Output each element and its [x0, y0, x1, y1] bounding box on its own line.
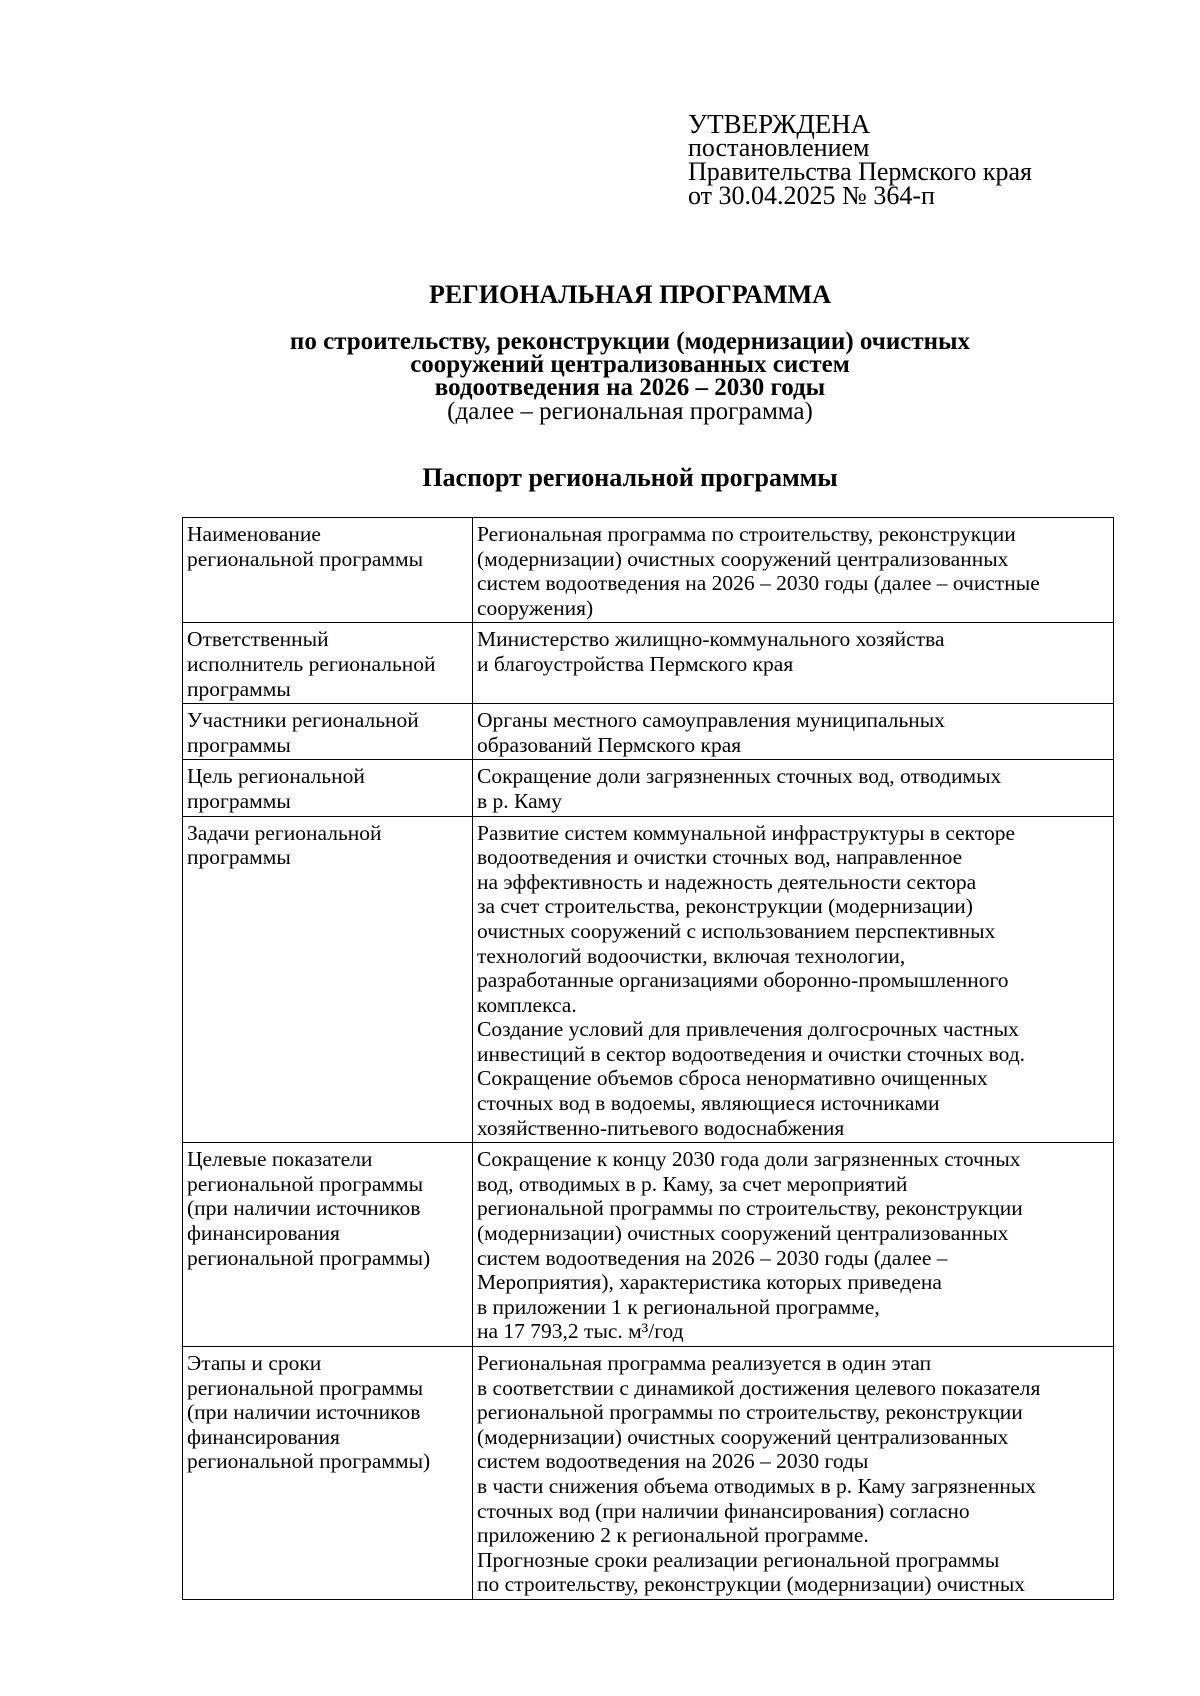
approval-heading: УТВЕРЖДЕНА: [688, 109, 871, 139]
approval-line-date-number: от 30.04.2025 № 364-п: [688, 181, 935, 210]
passport-row-label: [183, 816, 473, 1143]
label-line: Этапы и сроки: [187, 1351, 322, 1375]
value-line: в соответствии с динамикой достижения целевого показателя: [477, 1375, 1041, 1400]
value-line: Региональная программа реализуется в один этап: [477, 1351, 932, 1375]
title-note: (далее – региональная программа): [447, 398, 813, 425]
value-line: (модернизации) очистных сооружений централизованных: [477, 1221, 1009, 1246]
passport-row: [183, 816, 1114, 1143]
value-line: приложению 2 к региональной программе.: [477, 1523, 869, 1548]
passport-table-body: [183, 518, 1114, 1600]
label-line: региональной программы: [187, 546, 424, 571]
value-line: (модернизации) очистных сооружений централизованных: [477, 546, 1009, 571]
value-line: на 17 793,2 тыс. м³/год: [477, 1319, 684, 1344]
value-line: в части снижения объема отводимых в р. Каму загрязненных: [477, 1473, 1037, 1498]
document-title: РЕГИОНАЛЬНАЯ ПРОГРАММА: [429, 280, 831, 309]
label-line: Целевые показатели: [187, 1147, 373, 1172]
value-line: вод, отводимых в р. Каму, за счет мероприятий: [477, 1171, 908, 1196]
label-line: исполнитель региональной: [187, 651, 436, 676]
value-line: региональной программы по строительству, реконструкции: [477, 1400, 1023, 1425]
value-line: сточных вод в водоемы, являющиеся источниками: [477, 1091, 940, 1116]
value-line: Прогнозные сроки реализации региональной программы: [477, 1547, 1000, 1572]
value-line: сооружения): [477, 595, 594, 620]
value-line: в р. Каму: [477, 788, 562, 813]
value-line: систем водоотведения на 2026 – 2030 годы: [477, 1449, 869, 1474]
passport-row-value: [473, 518, 1114, 623]
passport-row-label: [183, 1143, 473, 1347]
label-line: региональной программы): [187, 1245, 431, 1270]
document-subtitle: [0, 330, 1200, 399]
label-line: программы: [187, 732, 291, 757]
value-line: и благоустройства Пермского края: [477, 651, 794, 676]
value-line: по строительству, реконструкции (модернизации) очистных: [477, 1572, 1026, 1597]
label-line: (при наличии источников: [187, 1196, 421, 1221]
passport-row-label: [183, 518, 473, 623]
value-line: за счет строительства, реконструкции (модернизации): [477, 894, 973, 919]
label-line: финансирования: [187, 1424, 340, 1449]
passport-row-value: [473, 623, 1114, 704]
value-line: региональной программы по строительству, реконструкции: [477, 1196, 1023, 1221]
label-line: региональной программы: [187, 1171, 424, 1196]
value-line: очистных сооружений с использованием перспективных: [477, 918, 996, 943]
passport-row: [183, 704, 1114, 760]
passport-row-value: [473, 1143, 1114, 1347]
passport-table: [182, 517, 1114, 1600]
label-line: Цель региональной: [187, 764, 365, 789]
label-line: программы: [187, 788, 291, 813]
value-line: разработанные организациями оборонно-промышленного: [477, 968, 1009, 993]
value-line: Мероприятия), характеристика которых приведена: [477, 1270, 942, 1295]
value-line: Сокращение доли загрязненных сточных вод, отводимых: [477, 764, 1002, 789]
label-line: Наименование: [187, 522, 321, 546]
value-line: хозяйственно-питьевого водоснабжения: [477, 1115, 845, 1140]
passport-row-value: [473, 816, 1114, 1143]
passport-row-label: [183, 704, 473, 760]
passport-row: [183, 1143, 1114, 1347]
value-line: Создание условий для привлечения долгосрочных частных: [477, 1017, 1019, 1042]
value-line: Развитие систем коммунальной инфраструктуры в секторе: [477, 820, 1015, 845]
value-line: Региональная программа по строительству, реконструкции: [477, 522, 1016, 546]
passport-heading: Паспорт региональной программы: [422, 463, 838, 492]
subtitle-line: водоотведения на 2026 – 2030 годы: [434, 374, 826, 401]
passport-row: [183, 1347, 1114, 1600]
label-line: (при наличии источников: [187, 1400, 421, 1425]
value-line: Сокращение к концу 2030 года доли загрязненных сточных: [477, 1147, 1021, 1172]
passport-row-label: [183, 760, 473, 816]
label-line: Участники региональной: [187, 708, 419, 733]
passport-row: [183, 760, 1114, 816]
document-title-block: [0, 280, 1200, 493]
subtitle-line: по строительству, реконструкции (модернизации) очистных: [289, 328, 971, 355]
passport-row-label: [183, 623, 473, 704]
label-line: Задачи региональной: [187, 820, 382, 845]
subtitle-line: сооружений централизованных систем: [410, 351, 850, 378]
value-line: инвестиций в сектор водоотведения и очистки сточных вод.: [477, 1041, 1026, 1066]
value-line: Министерство жилищно-коммунального хозяйства: [477, 627, 945, 652]
value-line: Органы местного самоуправления муниципальных: [477, 708, 945, 733]
label-line: региональной программы): [187, 1449, 431, 1474]
passport-row-value: [473, 760, 1114, 816]
value-line: образований Пермского края: [477, 732, 742, 757]
approval-line-government: Правительства Пермского края: [688, 157, 1032, 186]
label-line: программы: [187, 845, 291, 870]
passport-row-value: [473, 1347, 1114, 1600]
label-line: программы: [187, 676, 291, 701]
label-line: региональной программы: [187, 1375, 424, 1400]
passport-row-value: [473, 704, 1114, 760]
value-line: (модернизации) очистных сооружений централизованных: [477, 1424, 1009, 1449]
value-line: водоотведения и очистки сточных вод, направленное: [477, 845, 963, 870]
passport-row: [183, 623, 1114, 704]
value-line: сточных вод (при наличии финансирования) согласно: [477, 1498, 970, 1523]
value-line: Сокращение объемов сброса ненормативно очищенных: [477, 1066, 988, 1091]
value-line: технологий водоочистки, включая технологии,: [477, 943, 906, 968]
value-line: на эффективность и надежность деятельности сектора: [477, 869, 977, 894]
value-line: систем водоотведения на 2026 – 2030 годы (далее –: [477, 1245, 948, 1270]
label-line: финансирования: [187, 1221, 340, 1246]
value-line: систем водоотведения на 2026 – 2030 годы (далее – очистные: [477, 571, 1040, 596]
approval-line-decree: постановлением: [688, 133, 870, 162]
approval-stamp: [688, 109, 1032, 210]
value-line: в приложении 1 к региональной программе,: [477, 1294, 880, 1319]
value-line: комплекса.: [477, 992, 577, 1017]
passport-row: [183, 518, 1114, 623]
label-line: Ответственный: [187, 627, 329, 652]
passport-row-label: [183, 1347, 473, 1600]
